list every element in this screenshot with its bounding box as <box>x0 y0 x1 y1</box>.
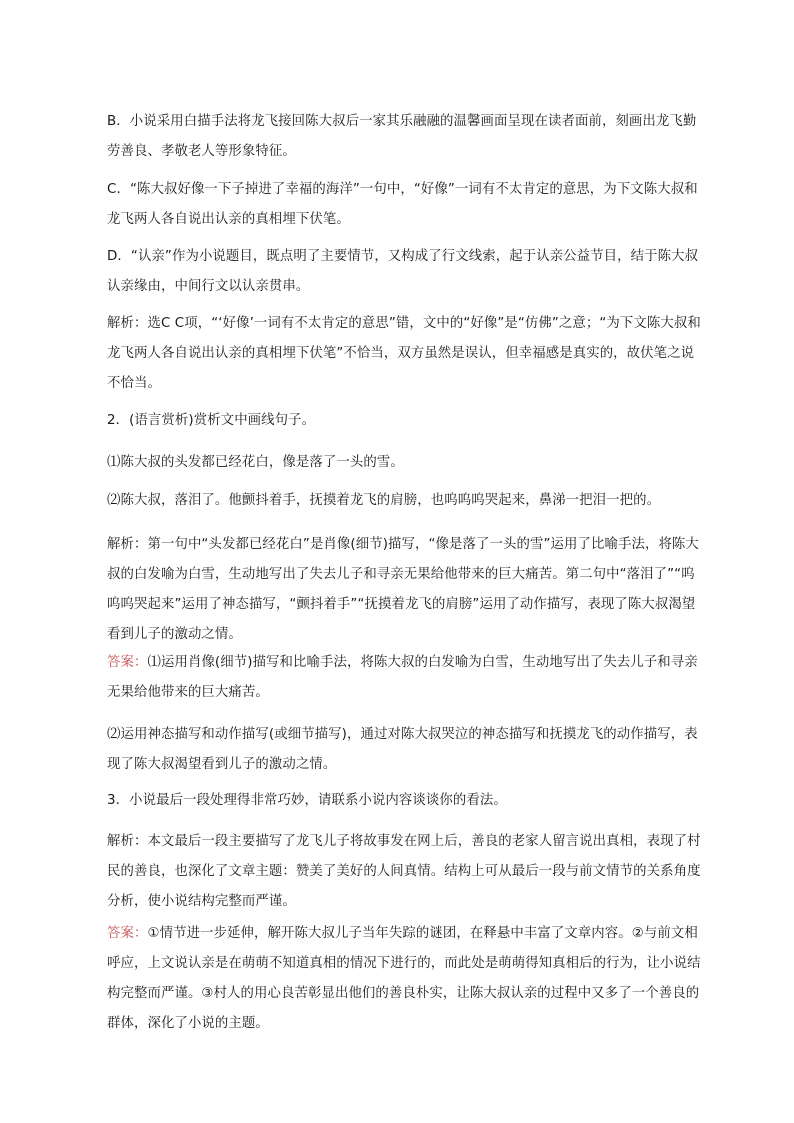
answer-label: 答案： <box>107 926 148 941</box>
q2-sentence-2: ⑵陈大叔，落泪了。他颤抖着手，抚摸着龙飞的肩膀，也呜呜呜哭起来，鼻涕一把泪一把的。 <box>107 493 661 508</box>
q2-analysis: 解析：第一句中“头发都已经花白”是肖像(细节)描写，“像是落了一头的雪”运用了比喻手法，将陈大叔的白发喻为白雪，生动地写出了失去儿子和寻亲无果给他带来的巨大痛苦。第二句中“落泪了”“呜呜呜哭起来”运用了神态描写，“颤抖着手”“抚摸着龙飞的肩膀”运用了动作描写，表现了陈大叔渴望看到儿子的激动之情。 <box>107 537 699 642</box>
answer-text: ①情节进一步延伸，解开陈大叔儿子当年失踪的谜团，在释悬中丰富了文章内容。②与前文相呼应，上文说认亲是在萌萌不知道真相的情况下进行的，而此处是萌萌得知真相后的行为，让小说结构完整而严谨。③村人的用心良苦彰显出他们的善良朴实，让陈大叔认亲的过程中又多了一个善良的群体，深化了小说的主题。 <box>107 926 701 1031</box>
option-b: B．小说采用白描手法将龙飞接回陈大叔后一家其乐融融的温馨画面呈现在读者面前，刻画出龙飞勤劳善良、孝敬老人等形象特征。 <box>107 114 697 159</box>
answer-text: ⑴运用肖像(细节)描写和比喻手法，将陈大叔的白发喻为白雪，生动地写出了失去儿子和寻亲无果给他带来的巨大痛苦。 <box>107 655 698 700</box>
option-c: C．“陈大叔好像一下子掉进了幸福的海洋”一句中，“好像”一词有不太肯定的意思，为下文陈大叔和龙飞两人各自说出认亲的真相埋下伏笔。 <box>107 182 698 227</box>
q2-sentence-1: ⑴陈大叔的头发都已经花白，像是落了一头的雪。 <box>107 455 404 470</box>
q3-title: 3．小说最后一段处理得非常巧妙，请联系小说内容谈谈你的看法。 <box>107 793 507 808</box>
q2-answer-1 <box>107 648 707 708</box>
q1-analysis: 解析：选C C项，“‘好像’一词有不太肯定的意思”错，文中的“好像”是“仿佛”之意；“为下文陈大叔和龙飞两人各自说出认亲的真相埋下伏笔”不恰当，双方虽然是误认，但幸福感是真实的，故伏笔之说不恰当。 <box>107 316 701 391</box>
option-d: D．“认亲”作为小说题目，既点明了主要情节，又构成了行文线索，起于认亲公益节目，结于陈大叔认亲缘由，中间行文以认亲贯串。 <box>107 249 699 294</box>
q3-analysis: 解析：本文最后一段主要描写了龙飞儿子将故事发在网上后，善良的老家人留言说出真相，表现了村民的善良，也深化了文章主题：赞美了美好的人间真情。结构上可从最后一段与前文情节的关系角度分析，使小说结构完整而严谨。 <box>107 834 701 909</box>
answer-label: 答案： <box>107 655 148 670</box>
q3-answer <box>107 919 707 1039</box>
q2-answer-2: ⑵运用神态描写和动作描写(或细节描写)，通过对陈大叔哭泣的神态描写和抚摸龙飞的动作描写，表现了陈大叔渴望看到儿子的激动之情。 <box>107 727 698 772</box>
q2-title: 2．(语言赏析)赏析文中画线句子。 <box>107 413 316 428</box>
